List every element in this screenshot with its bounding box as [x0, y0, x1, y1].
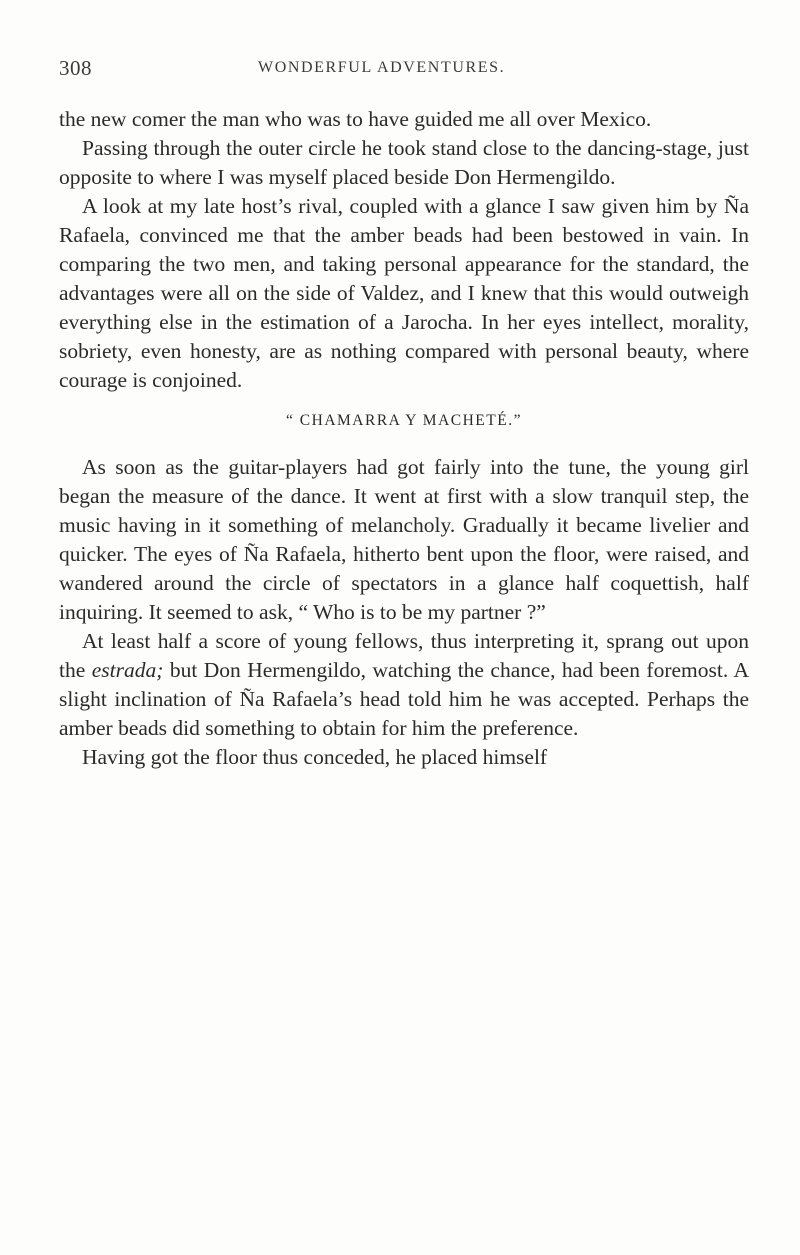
paragraph-text: but Don Hermengildo, watching the chance, had been foremost. A slight inclination of Ña Rafaela’s head told him he was accepted. Perhaps the amber beads did something to obtain for him the preference.: [59, 658, 749, 740]
paragraph: Having got the floor thus conceded, he placed himself: [82, 745, 548, 769]
page-number: 308: [59, 56, 92, 80]
italic-term: estrada;: [91, 658, 164, 682]
body-text: [59, 105, 749, 772]
paragraph-continuation: the new comer the man who was to have guided me all over Mexico.: [59, 107, 652, 131]
paragraph: [59, 627, 749, 743]
paragraph: Passing through the outer circle he took stand close to the dancing-stage, just opposite to where I was myself placed beside Don Hermengildo.: [59, 136, 749, 189]
running-head: WONDERFUL ADVENTURES.: [258, 59, 506, 76]
paragraph: As soon as the guitar-players had got fairly into the tune, the young girl began the measure of the dance. It went at first with a slow tranquil step, the music having in it something of melancholy. Gradually it became livelier and quicker. The eyes of Ña Rafaela, hitherto bent upon the floor, were raised, and wandered around the circle of spectators in a glance half coquettish, half inquiring. It seemed to ask, “ Who is to be my partner ?”: [59, 455, 749, 624]
section-heading: “ CHAMARRA Y MACHETÉ.”: [286, 412, 522, 429]
paragraph-text: At least half a score of young fellows, thus interpreting it, sprang out upon the: [59, 629, 749, 682]
page-header: [59, 56, 749, 90]
paragraph: A look at my late host’s rival, coupled with a glance I saw given him by Ña Rafaela, convinced me that the amber beads had been bestowed in vain. In comparing the two men, and taking personal appearance for the standard, the advantages were all on the side of Valdez, and I knew that this would outweigh everything else in the estimation of a Jarocha. In her eyes intellect, morality, sobriety, even honesty, are as nothing compared with personal beauty, where courage is conjoined.: [59, 194, 749, 392]
